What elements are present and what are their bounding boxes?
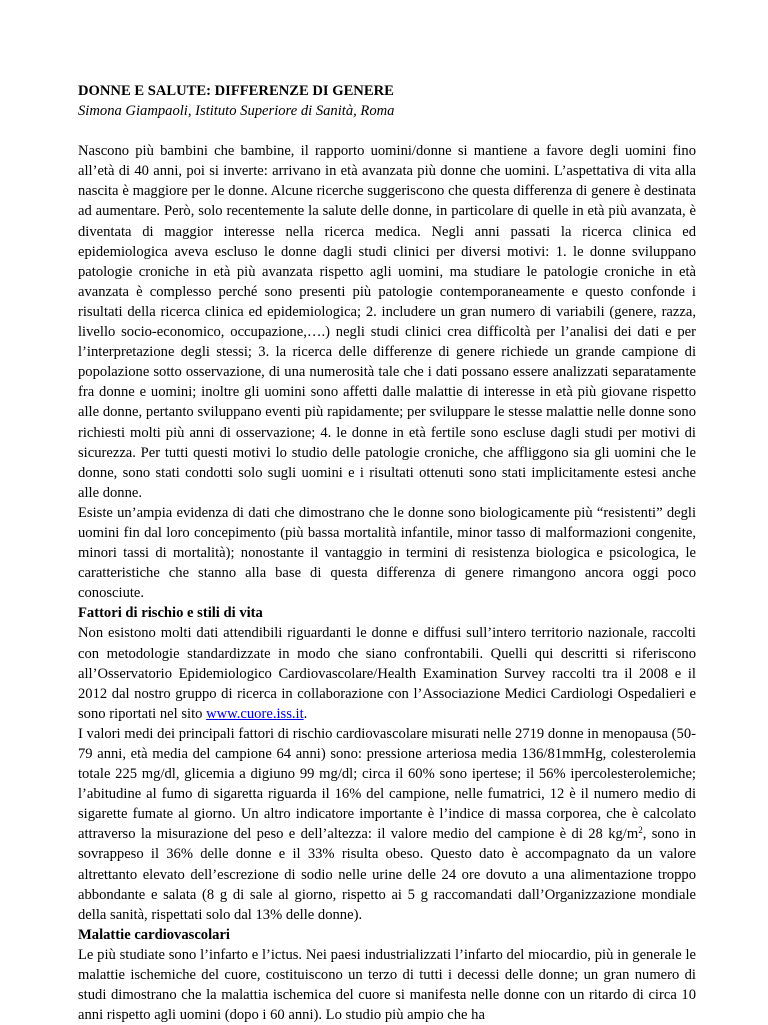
section-heading-cardiovascular: Malattie cardiovascolari [78,926,230,943]
superscript-two: 2 [638,825,643,836]
risk-factors-text-after-sup: , sono in sovrappeso il 36% delle donne e il 33% risulta obeso. Questo dato è accompagnato da un valore altrettanto elevato dell’escrezione di sodio nelle urine delle 24 ore dovuto a una alimentazione troppo abbondante e salata (8 g di sale al giorno, rispetto ai 5 g raccomandati dall’Organizzazione mondiale della sanità, rispettati solo dal 13% delle donne). [78,826,696,923]
intro-paragraph-1: Nascono più bambini che bambine, il rapporto uomini/donne si mantiene a favore degli uomini fino all’età di 40 anni, poi si inverte: arrivano in età avanzata più donne che uomini. L’aspettativa di vita alla nascita è maggiore per le donne. Alcune ricerche suggeriscono che questa differenza di genere è destinata ad aumentare. Però, solo recentemente la salute delle donne, in particolare di quelle in età più avanzata, è diventata di maggior interesse nella ricerca medica. Negli anni passati la ricerca clinica ed epidemiologica aveva escluso le donne dagli studi clinici per diversi motivi: 1. le donne sviluppano patologie croniche in età più avanzata rispetto agli uomini, ma studiare le patologie croniche in età avanzata è complesso perché sono presenti più patologie contemporaneamente e questo confonde i risultati della ricerca clinica ed epidemiologica; 2. includere un gran numero di variabili (genere, razza, livello socio-economico, occupazione,….) negli studi clinici crea difficoltà per l’analisi dei dati e per l’interpretazione degli stessi; 3. la ricerca delle differenze di genere richiede un grande campione di popolazione sotto osservazione, di una numerosità tale che i dati possano essere analizzati separatamente fra donne e uomini; inoltre gli uomini sono affetti dalle malattie di interesse in età più giovane rispetto alle donne, pertanto sviluppano eventi più rapidamente; per sviluppare le stesse malattie nelle donne sono richiesti molti più anni di osservazione; 4. le donne in età fertile sono escluse dagli studi per motivi di sicurezza. Per tutti questi motivi lo studio delle patologie croniche, che affliggono sia gli uomini che le donne, sono stati condotti solo sugli uomini e i risultati ottenuti sono stati implicitamente estesi anche alle donne. [78,143,696,501]
intro-paragraph-2: Esiste un’ampia evidenza di dati che dimostrano che le donne sono biologicamente più “resistenti” degli uomini fin dal loro concepimento (più bassa mortalità infantile, minor tasso di malformazioni congenite, minori tassi di mortalità); nonostante il vantaggio in termini di resistenza biologica e psicologica, le caratteristiche che stanno alla base di questa differenza di genere rimangono ancora oggi poco conosciute. [78,504,696,602]
document-author: Simona Giampaoli, Istituto Superiore di Sanità, Roma [78,103,395,120]
cardiovascular-paragraph-1: Le più studiate sono l’infarto e l’ictus. Nei paesi industrializzati l’infarto del miocardio, più in generale le malattie ischemiche del cuore, costituiscono un terzo di tutti i decessi delle donne; un gran numero di studi dimostrano che la malattia ischemica del cuore si manifesta nelle donne con un ritardo di circa 10 anni rispetto agli uomini (dopo i 60 anni). Lo studio più ampio che ha [78,946,696,1024]
risk-factors-text-before-sup: I valori medi dei principali fattori di rischio cardiovascolare misurati nelle 2719 donne in menopausa (50-79 anni, età media del campione 64 anni) sono: pressione arteriosa media 136/81mmHg, colesterolemia totale 225 mg/dl, glicemia a digiuno 99 mg/dl; circa il 60% sono ipertese; il 56% ipercolesterolemiche; l’abitudine al fumo di sigaretta riguarda il 16% del campione, nelle fumatrici, 12 è il numero medio di sigarette fumate al giorno. Un altro indicatore importante è l’indice di massa corporea, che è calcolato attraverso la misurazione del peso e dell’altezza: il valore medio del campione è di 28 kg/m [78,725,696,843]
risk-factors-text-after-link: . [303,705,308,722]
document-page [78,81,696,1025]
risk-factors-text-before-link: Non esistono molti dati attendibili riguardanti le donne e diffusi sull’intero territorio nazionale, raccolti con metodologie standardizzate in modo che siano confrontabili. Quelli qui descritti si riferiscono all’Osservatorio Epidemiologico Cardiovascolare/Health Examination Survey raccolti tra il 2008 e il 2012 dal nostro gruppo di ricerca in collaborazione con l’Associazione Medici Cardiologi Ospedalieri e sono riportati nel sito [78,625,696,722]
cuore-website-link[interactable]: www.cuore.iss.it [206,705,304,722]
document-title: DONNE E SALUTE: DIFFERENZE DI GENERE [78,83,394,99]
risk-factors-paragraph-1 [78,623,696,723]
section-heading-risk-factors: Fattori di rischio e stili di vita [78,605,263,622]
risk-factors-paragraph-2 [78,724,696,925]
